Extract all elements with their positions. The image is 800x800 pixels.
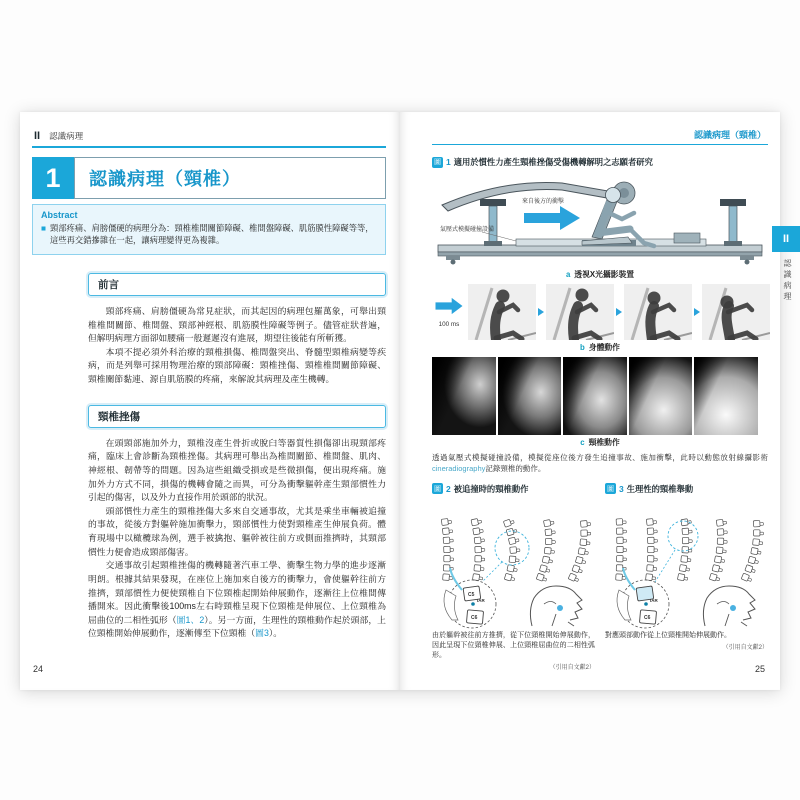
paragraph: 在頭頸部施加外力，頸椎沒產生骨折或脫臼等器質性損傷卻出現頸部疼痛，臨床上會診斷為頸椎挫傷。其病理可舉出為椎間關節、椎間盤、肌肉、神經根、韌帶等的問題。因為這些組織受損或是些微損傷，便出現疼痛。施加外力方式不同，損傷的機轉會隨之而異，可分為衝擊軀幹產生頸部慣性力引起的傷害，以及外力直接作用於頭部的狀況。 — [88, 437, 386, 503]
chapter-title: 認識病理（頸椎） — [89, 169, 241, 189]
paragraph-with-figure-refs — [88, 559, 386, 641]
sled-test-illustration — [432, 171, 768, 267]
figure2-title: 被追撞時的頸椎動作 — [453, 483, 529, 494]
paragraph: 本項不提必須外科治療的頸椎損傷、椎間盤突出、脊髓型頸椎病變等疾病，而是列舉可採用物理治療的頸部障礙：頸椎挫傷、頸椎椎間關節障礙、頸椎關節黏連、源自肌筋膜的疼痛，來解說其病理及產生機轉。 — [88, 346, 386, 384]
iar-dot — [471, 602, 475, 606]
page-number-right: 25 — [754, 664, 765, 674]
figure3-caption — [605, 483, 768, 495]
impact-arrow-icon — [524, 206, 580, 230]
subcaption-a-letter: a — [565, 270, 571, 279]
paragraph: 頭部慣性力產生的頸椎挫傷大多來自交通事故，尤其是乘坐車輛被追撞的事故，從後方對軀幹施加衝擊力，頸部慣性力使對頸椎產生伸展負荷。體育現場中以橄欖球為例，選手被擒抱、軀幹被往前方或側面推擠時，其頸部慣性力便會造成頸部傷害。 — [88, 505, 386, 557]
figure3 — [605, 483, 768, 671]
figure-tag-icon: 圖 — [605, 483, 616, 494]
figure-ref-3: 圖3 — [255, 628, 269, 639]
fig3-head-sketch — [703, 586, 755, 626]
subcaption-b-letter: b — [580, 343, 585, 352]
svg-text:IAR: IAR — [650, 597, 658, 603]
paragraph: 頸部疼痛、肩膀僵硬為常見症狀，而其起因的病理包羅萬象，可舉出頸椎椎間關節、椎間盤、頸部神經根、肌筋膜性障礙等例子。儘管症狀普遍，但解明病理方面卻如腰痛一般遲遲沒有進展，期望往後能有所斬獲。 — [88, 305, 386, 344]
figure3-citation: （引用自文獻2） — [722, 644, 768, 651]
figure1-caption — [432, 156, 768, 168]
figure2-caption — [432, 483, 595, 495]
subcaption-b: b 身體動作 — [580, 343, 620, 352]
xray-frame-3 — [563, 357, 627, 435]
svg-text:C6: C6 — [644, 614, 651, 621]
book-spread — [20, 112, 780, 690]
subcaption-a: a 透視X光攝影裝置 — [565, 270, 635, 279]
next-frame-arrow-icon — [694, 308, 700, 316]
section-heading-whiplash: 頸椎挫傷 — [88, 405, 386, 428]
figure-ref-1-2: 圖1、2 — [176, 614, 205, 625]
right-post — [729, 206, 737, 245]
abstract-label: Abstract — [41, 210, 78, 220]
iar-dot — [644, 602, 648, 606]
subcaption-c: c 頸椎動作 — [580, 438, 620, 447]
text-segment: 交通事故引起頸椎挫傷的機轉隨著汽車工學、衝擊生物力學的進步逐漸明朗。根據其結果發現，在座位上施加來自後方的衝擊力，會使軀幹往前方推擠，頸部慣性力便使頸椎自下位頸椎起開始伸展動作，逐漸往上位椎間傳播開來。因此衝擊後100ms左右時頸椎呈現下位頸椎是伸展位、上位頸椎為屈曲位的二相性弧形（ — [88, 560, 386, 625]
figure3-description: 對應頭部動作從上位頸椎開始伸展動作。 — [605, 631, 731, 639]
motion-photo-2 — [546, 284, 614, 340]
chapter-title-box — [74, 157, 386, 199]
abstract-panel — [32, 204, 386, 255]
figure-tag-icon: 圖 — [432, 483, 443, 494]
blue-arrow-icon — [433, 297, 465, 315]
figure3-diagram — [605, 498, 768, 630]
fig2-head-sketch — [530, 586, 582, 626]
mannequin-head — [606, 188, 621, 203]
svg-text:C6: C6 — [471, 614, 478, 621]
figure1-description: 透過氣壓式模擬碰撞設備，模擬從座位後方發生追撞事故、施加衝擊，此時以動態放射線攝影術cineradiography記錄頸椎的動作。 — [432, 453, 768, 474]
figures-2-3-row — [432, 483, 768, 671]
xray-frame-1 — [432, 357, 496, 435]
bullet-square-icon: ■ — [41, 223, 47, 233]
figure3-title: 生理性的頸椎舉動 — [626, 483, 694, 494]
motion-photo-4 — [702, 284, 770, 340]
left-running-header — [32, 128, 386, 148]
part-title: 認識病理 — [49, 131, 84, 141]
next-frame-arrow-icon — [538, 308, 544, 316]
next-frame-arrow-icon — [616, 308, 622, 316]
chapter-number-badge: 1 — [32, 157, 74, 199]
svg-text:IAR: IAR — [477, 597, 485, 603]
figure-tag-icon: 圖 — [432, 157, 443, 168]
section-intro — [88, 273, 386, 387]
figure1-title: 適用於慣性力產生頸椎挫傷受傷機轉解明之志願者研究 — [453, 157, 653, 167]
motion-photo-1 — [468, 284, 536, 340]
page-left — [20, 112, 400, 690]
time-label: 100 ms — [438, 320, 460, 328]
body-motion-photo-strip — [432, 284, 768, 340]
xray-frame-5 — [694, 357, 758, 435]
subcaption-c-letter: c — [580, 438, 585, 447]
xray-frame-2 — [498, 357, 562, 435]
spine-sequence — [616, 518, 764, 582]
svg-text:C5: C5 — [468, 591, 475, 598]
cineradiography-term: cineradiography — [432, 464, 486, 474]
page-right — [400, 112, 780, 690]
chapter-edge-tab — [770, 226, 800, 303]
abstract-text-row — [41, 222, 377, 247]
edge-tab-part-number: II — [772, 226, 800, 252]
impact-time-arrow — [432, 297, 466, 328]
section-whiplash — [88, 405, 386, 641]
abstract-text: 頸部疼痛、肩膀僵硬的病理分為：頸椎椎間關節障礙、椎間盤障礙、肌筋膜性障礙等等，這些再交錯摻雜在一起，讓病理變得更為複雜。 — [50, 223, 374, 246]
page-number-left: 24 — [33, 664, 44, 674]
xray-frame-4 — [629, 357, 693, 435]
figure2-citation: （引用自文獻2） — [549, 664, 595, 671]
motion-photo-3 — [624, 284, 692, 340]
figure1-number: 1 — [446, 157, 451, 167]
right-running-header: 認識病理（頸椎） — [432, 126, 768, 145]
section-heading-intro: 前言 — [88, 273, 386, 296]
impact-label: 來自後方的衝擊 — [522, 199, 565, 205]
part-number: II — [34, 130, 41, 142]
edge-tab-part-title: 認識病理 — [783, 259, 792, 303]
figure2-description: 由於軀幹被往前方推擠，從下位頸椎開始伸展動作，因此呈現下位頸椎伸展、上位頸椎屈曲位的二相性弧形。 — [432, 631, 595, 659]
figure3-number: 3 — [619, 483, 624, 494]
figure2-diagram — [432, 498, 595, 630]
catapult-arm — [442, 182, 608, 211]
text-segment: ）。另一方面，生理性的頸椎動作起於頭部，上位頸椎開始伸展動作，逐漸傳至下位頸椎（ — [88, 614, 386, 639]
figure2-number: 2 — [446, 483, 451, 494]
figure2 — [432, 483, 595, 671]
left-post — [489, 206, 497, 245]
device-label: 氣壓式模擬碰撞設備 — [440, 227, 495, 233]
spine-sequence — [441, 517, 590, 582]
chapter-heading — [32, 157, 386, 199]
cineradiography-strip — [432, 357, 768, 435]
text-segment: ）。 — [268, 628, 283, 639]
